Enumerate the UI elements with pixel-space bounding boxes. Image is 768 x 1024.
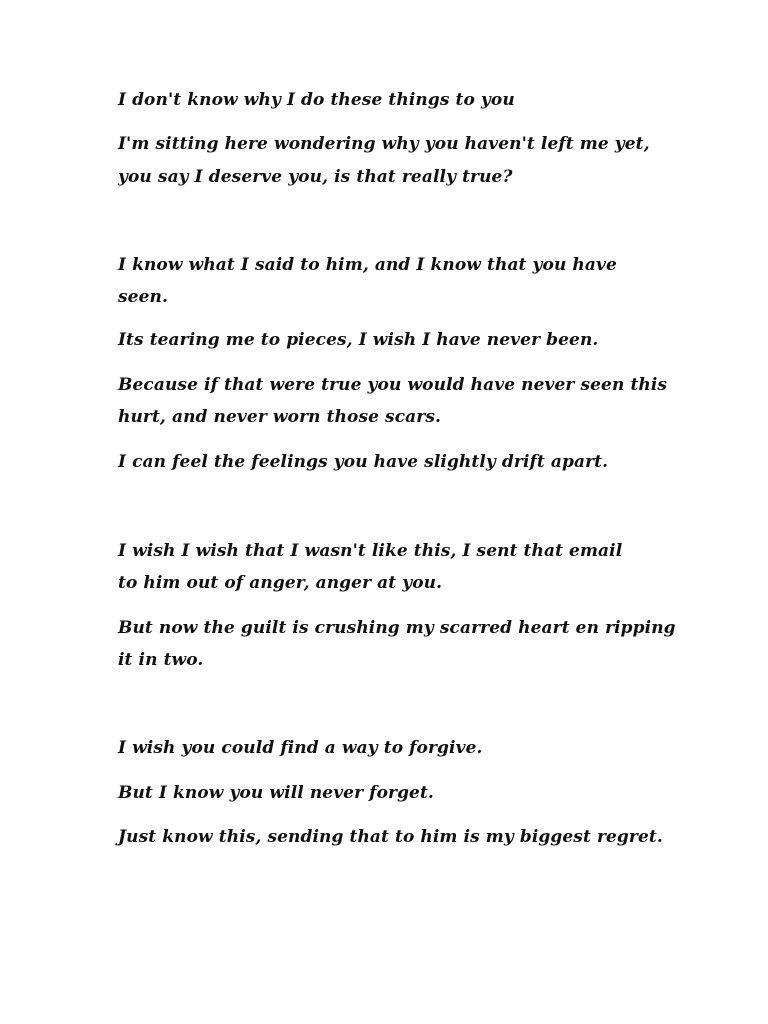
poem-line: it in two. — [118, 650, 204, 670]
poem-line: Its tearing me to pieces, I wish I have never been. — [118, 330, 599, 350]
poem-line: But I know you will never forget. — [118, 783, 434, 803]
poem-line: you say I deserve you, is that really true? — [118, 167, 513, 187]
poem-line: I wish I wish that I wasn't like this, I sent that email — [118, 541, 623, 561]
poem-line: I'm sitting here wondering why you haven't left me yet, — [118, 134, 650, 154]
poem-line: hurt, and never worn those scars. — [118, 407, 442, 427]
poem-line: I can feel the feelings you have slightly drift apart. — [118, 452, 609, 472]
poem-line: I wish you could find a way to forgive. — [118, 738, 483, 758]
poem-line: Because if that were true you would have never seen this — [118, 375, 668, 395]
poem-line: I don't know why I do these things to you — [118, 90, 515, 110]
poem-line: But now the guilt is crushing my scarred heart en ripping — [118, 618, 676, 638]
poem-line: I know what I said to him, and I know that you have — [118, 255, 617, 275]
poem-line: seen. — [118, 287, 168, 307]
poem-line: Just know this, sending that to him is my biggest regret. — [118, 827, 663, 847]
poem-line: to him out of anger, anger at you. — [118, 573, 443, 593]
